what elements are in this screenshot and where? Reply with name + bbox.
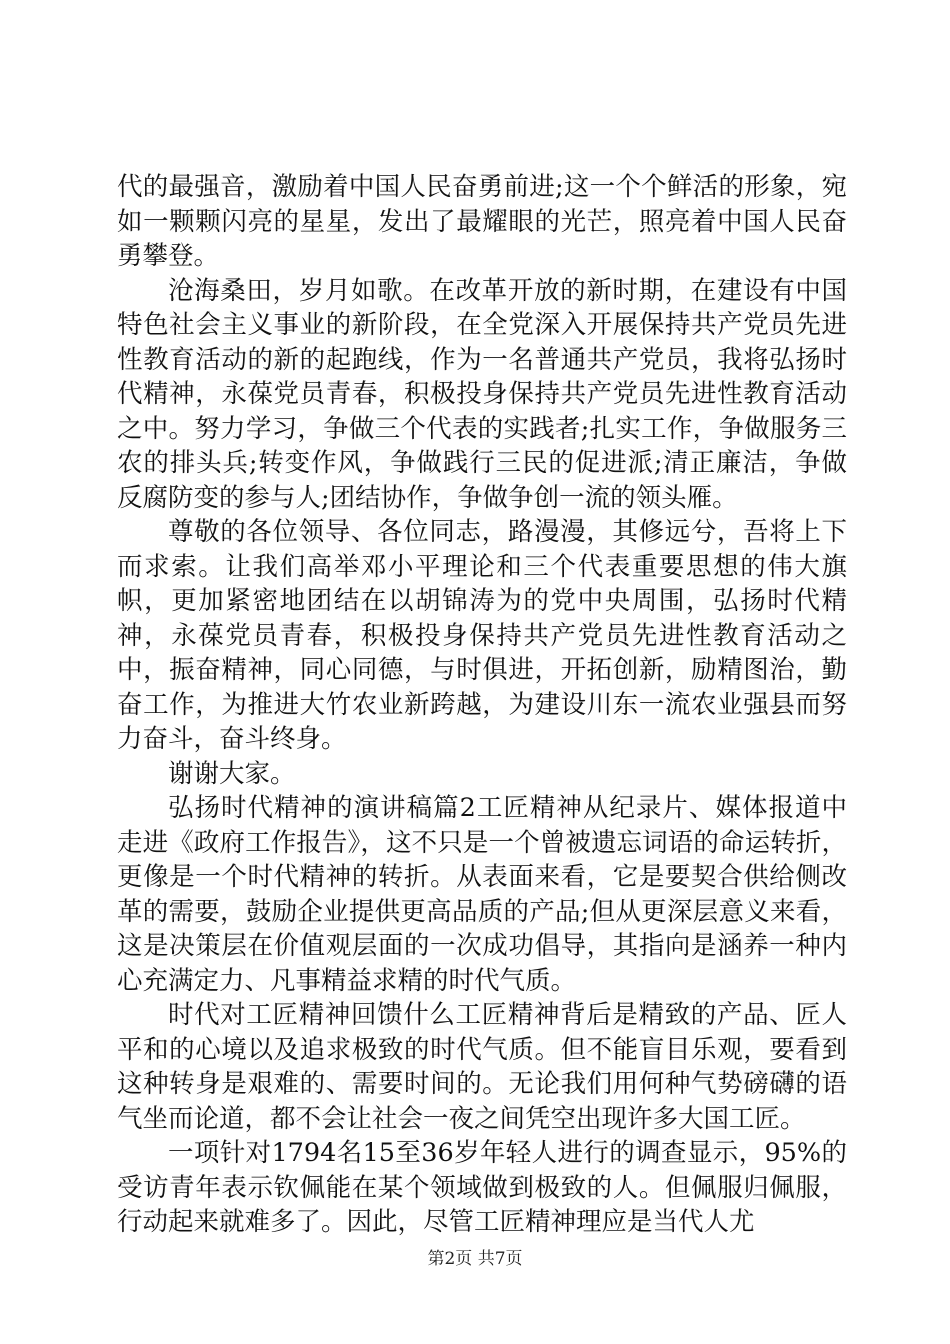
paragraph-1: 代的最强音，激励着中国人民奋勇前进;这一个个鲜活的形象，宛如一颗颗闪亮的星星，发出了最耀眼的光芒，照亮着中国人民奋勇攀登。	[117, 172, 847, 271]
paragraph-4: 谢谢大家。	[168, 758, 296, 789]
paragraph-3: 尊敬的各位领导、各位同志，路漫漫，其修远兮，吾将上下而求索。让我们高举邓小平理论和三个代表重要思想的伟大旗帜，更加紧密地团结在以胡锦涛为的党中央周围，弘扬时代精神，永葆党员青春，积极投身保持共产党员先进性教育活动之中，振奋精神，同心同德，与时俱进，开拓创新，励精图治，勤奋工作，为推进大竹农业新跨越，为建设川东一流农业强县而努力奋斗，奋斗终身。	[117, 517, 847, 754]
paragraph-6: 时代对工匠精神回馈什么工匠精神背后是精致的产品、匠人平和的心境以及追求极致的时代气质。但不能盲目乐观，要看到这种转身是艰难的、需要时间的。无论我们用何种气势磅礴的语气坐而论道，都不会让社会一夜之间凭空出现许多大国工匠。	[117, 1000, 847, 1134]
paragraph-7: 一项针对1794名15至36岁年轻人进行的调查显示，95%的受访青年表示钦佩能在某个领域做到极致的人。但佩服归佩服，行动起来就难多了。因此，尽管工匠精神理应是当代人尤	[117, 1138, 847, 1237]
paragraph-2: 沧海桑田，岁月如歌。在改革开放的新时期，在建设有中国特色社会主义事业的新阶段，在全党深入开展保持共产党员先进性教育活动的新的起跑线，作为一名普通共产党员，我将弘扬时代精神，永葆党员青春，积极投身保持共产党员先进性教育活动之中。努力学习，争做三个代表的实践者;扎实工作，争做服务三农的排头兵;转变作风，争做践行三民的促进派;清正廉洁，争做反腐防变的参与人;团结协作，争做争创一流的领头雁。	[117, 275, 847, 513]
paragraph-5: 弘扬时代精神的演讲稿篇2工匠精神从纪录片、媒体报道中走进《政府工作报告》，这不只是一个曾被遗忘词语的命运转折，更像是一个时代精神的转折。从表面来看，它是要契合供给侧改革的需要，鼓励企业提供更高品质的产品;但从更深层意义来看，这是决策层在价值观层面的一次成功倡导，其指向是涵养一种内心充满定力、凡事精益求精的时代气质。	[117, 793, 847, 996]
page-footer: 第2页 共7页	[427, 1249, 523, 1269]
document-body	[117, 170, 847, 1240]
